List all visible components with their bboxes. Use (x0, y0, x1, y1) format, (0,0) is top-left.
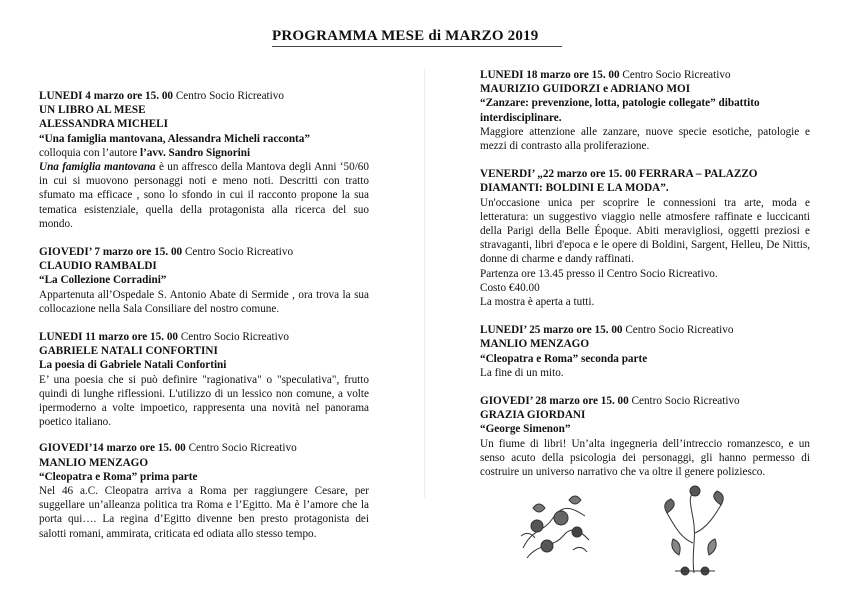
event-subtitle: “Cleopatra e Roma” prima parte (39, 470, 198, 483)
event-subtitle: “La Collezione Corradini” (39, 274, 167, 287)
event-date-line (480, 323, 810, 337)
event-date: GIOVEDI’ 28 marzo ore 15. 00 (480, 395, 629, 408)
left-column (39, 89, 369, 551)
event-intro: colloquia con l’autore (39, 146, 140, 159)
page-title-text: PROGRAMMA MESE di MARZO 2019 (272, 28, 539, 44)
event-block (39, 89, 369, 231)
event-description: Maggiore attenzione alle zanzare, nuove specie esotiche, patologie e mezzi di contrasto alla proliferazione. (480, 125, 810, 153)
event-date-line (39, 330, 369, 344)
event-block (39, 245, 369, 316)
event-block (480, 68, 810, 153)
right-column (480, 68, 810, 489)
event-speaker: GABRIELE NATALI CONFORTINI (39, 345, 218, 358)
event-place: Centro Socio Ricreativo (173, 90, 284, 102)
event-place: Centro Socio Ricreativo (622, 324, 734, 337)
event-subtitle: “Una famiglia mantovana, Alessandra Micheli racconta” (39, 132, 310, 145)
event-speaker: GRAZIA GIORDANI (480, 409, 586, 422)
event-date-line (39, 441, 369, 455)
event-subtitle: “George Simenon” (480, 423, 571, 436)
event-speaker: MAURIZIO GUIDORZI e ADRIANO MOI (480, 83, 691, 96)
event-speaker: MANLIO MENZAGO (39, 456, 149, 469)
event-place: Centro Socio Ricreativo (178, 331, 289, 344)
event-date-line (39, 245, 369, 259)
event-place: Centro Socio Ricreativo (628, 395, 740, 408)
event-description: Un fiume di libri! Un’alta ingegneria dell’intreccio romanzesco, e un senso acuto della psicologia dei personaggi, gli hanno permesso di costruire un universo narrativo che va oltre il genere poliziesco. (480, 437, 810, 479)
event-place: Centro Socio Ricreativo (619, 69, 731, 81)
title-underline (272, 46, 562, 47)
floral-illustration-left (513, 488, 595, 566)
event-date-line (480, 394, 810, 408)
event-place: Centro Socio Ricreativo (182, 246, 294, 259)
column-divider (424, 68, 425, 498)
event-subtitle: La poesia di Gabriele Natali Confortini (39, 359, 227, 372)
event-series: UN LIBRO AL MESE (39, 104, 146, 117)
event-date: GIOVEDI’14 marzo ore 15. 00 (39, 442, 186, 455)
event-block (39, 330, 369, 429)
event-description (39, 160, 369, 231)
event-intro-guest: l’avv. Sandro Signorini (139, 146, 251, 159)
event-block (39, 441, 369, 540)
event-date-line (480, 68, 810, 82)
book-title: Una famiglia mantovana (39, 161, 156, 174)
trip-departure: Partenza ore 13.45 presso il Centro Socio Ricreativo. (480, 267, 718, 280)
event-date: LUNEDI 4 marzo ore 15. 00 (39, 90, 174, 102)
trip-heading: VENERDI’ „22 marzo ore 15. 00 FERRARA – PALAZZO DIAMANTI: BOLDINI E LA MODA”. (480, 168, 758, 195)
event-description: Nel 46 a.C. Cleopatra arriva a Roma per raggiungere Cesare, per suggellare un’alleanza politica tra Roma e l’Egitto. Ma è l’amore che la porta qui…. La regina d’Egitto divenne ben presto protagonista dei salotti romani, ammirata, criticata ed odiata allo stesso tempo. (39, 485, 369, 540)
event-block (480, 323, 810, 380)
trip-cost: Costo €40.00 (480, 281, 540, 294)
event-date: GIOVEDI’ 7 marzo ore 15. 00 (39, 246, 183, 259)
event-subtitle: “Cleopatra e Roma” seconda parte (480, 352, 648, 365)
event-date-line (39, 89, 369, 103)
event-description: Appartenuta all’Ospedale S. Antonio Abate di Sermide , ora trova la sua collocazione nella Sala Consiliare del nostro comune. (39, 288, 369, 315)
trip-note: La mostra è aperta a tutti. (480, 296, 595, 309)
event-place: Centro Socio Ricreativo (185, 442, 297, 455)
event-description: Un'occasione unica per scoprire le connessioni tra arte, moda e letteratura: un suggestivo viaggio nelle atmosfere raffinate e luccicanti della Parigi della Belle Époque. Abiti meravigliosi, oggetti preziosi e stravaganti, libri d'epoca e le opere di Boldini, Sargent, Helleu, De Nittis, donne di charme e dandy raffinati. (480, 196, 810, 266)
event-date: LUNEDI 11 marzo ore 15. 00 (39, 331, 179, 344)
event-description: La fine di un mito. (480, 366, 564, 379)
event-speaker: ALESSANDRA MICHELI (39, 118, 168, 131)
event-date: LUNEDI’ 25 marzo ore 15. 00 (480, 324, 623, 337)
event-intro-line (39, 146, 369, 160)
event-speaker: MANLIO MENZAGO (480, 338, 590, 351)
event-description: E’ una poesia che si può definire "ragionativa" o "speculativa", frutto quindi di lunghe riflessioni. L'utilizzo di un lessico non comune, a volte ipermoderno a volte impoetico, rappresenta una novità nel panorama poetico italiano. (39, 373, 369, 429)
event-subtitle: “Zanzare: prevenzione, lotta, patologie collegate” dibattito interdisciplinare. (480, 97, 760, 124)
floral-illustration-right (655, 483, 733, 579)
event-speaker: CLAUDIO RAMBALDI (39, 260, 157, 273)
event-description-text: è un affresco della Mantova degli Anni ‘50/60 in cui si muovono personaggi noti e meno noti. Descritti con tratto sfumato ma efficace , sono lo sfondo in cui il racconto propone la sua tematica esistenziale, quella della protagonista alla ricerca del suo mondo. (39, 161, 369, 230)
event-block (480, 167, 810, 309)
page-title (272, 28, 572, 45)
event-block (480, 394, 810, 479)
event-date: LUNEDI 18 marzo ore 15. 00 (480, 69, 620, 81)
